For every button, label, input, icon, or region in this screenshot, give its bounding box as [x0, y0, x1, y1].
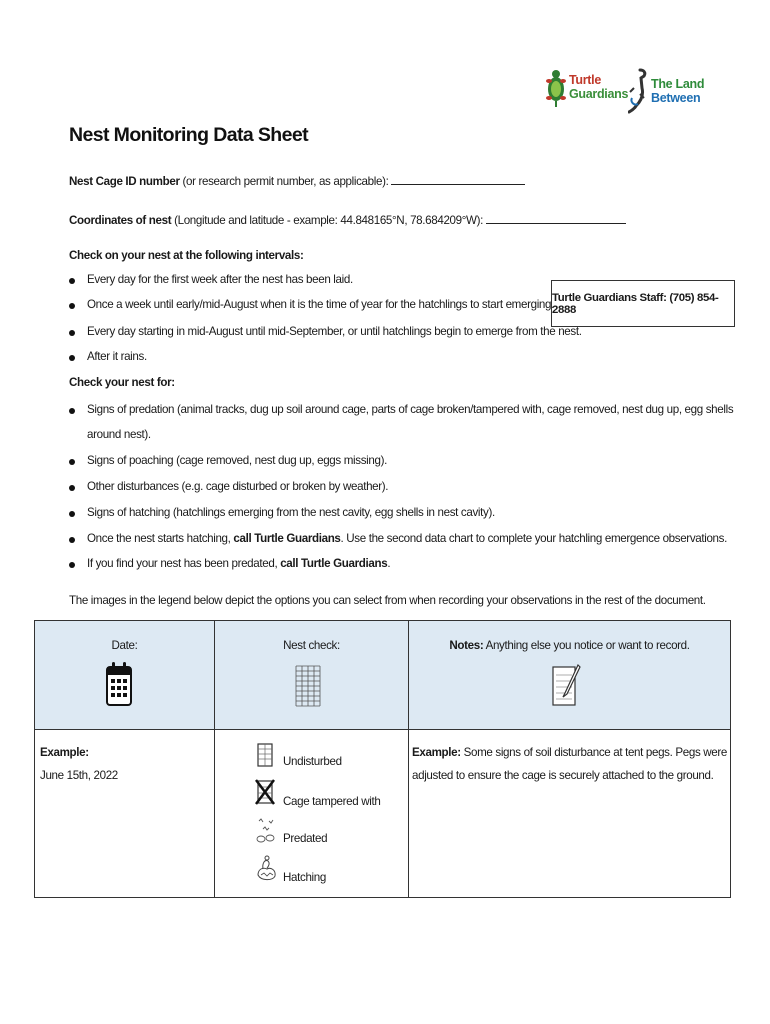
legend-table	[34, 620, 731, 898]
nest-cage-id-line	[69, 174, 525, 188]
turtle-guardians-logo	[546, 66, 628, 108]
document-page: Turtle Guardians The Land Between Nest Monitoring Data Sheet Nest Cage ID number (or research permit number, as applicable): Coordinates of nest (Longitude and latitude - example: 44.848165°N, 78.684209°W): Check on your nest at the following intervals: Every day for the first week after the nest has been laid. Once a week until early/mid-August when it is the time of year for the hatchlings to start emerging. Every day starting in mid-August until mid-September, or until hatchlings begin to emerge from the nest. After it rains. Turtle Guardians Staff: (705) 854-2888 Check your nest for: Signs of predation (animal tracks, dug up soil around cage, parts of cage broken/tampered with, cage removed, nest dug up, egg shells around nest). Signs of poaching (cage removed, nest dug up, eggs missing). Other disturbances (e.g. cage disturbed or broken by weather). Signs of hatching (hatchlings emerging from the nest cavity, egg shells in nest cavity). Once the nest starts hatching, call Turtle Guardians. Use the second data chart to complete your hatchling emergence observations. If you find your nest has been predated, call Turtle Guardians. The images in the legend below depict the options you can select from when recording your observations in the rest of the document. Date: Nest check: Notes: Anything else you notice or want to record. Example: June 15th, 2022 Undisturbed Cage tampered with Predated Hatching Example: Some signs of soil disturbance at tent pegs. Pegs were adjusted to ensure the cage is securely attached to the ground.	[0, 0, 770, 1024]
undisturbed-cage-icon	[257, 743, 273, 767]
notepad-icon	[551, 663, 581, 709]
predated-eggs-icon	[255, 817, 277, 845]
table-header-row	[35, 621, 730, 730]
header-notes: Notes: Anything else you notice or want to record.	[449, 639, 690, 652]
notes-example: Example: Some signs of soil disturbance at tent pegs. Pegs were adjusted to ensure the cage is securely attached to the ground.	[412, 746, 727, 782]
legend-undisturbed: Undisturbed	[283, 755, 342, 768]
nest-cage-id-label: Nest Cage ID number	[69, 175, 180, 188]
coordinates-detail: (Longitude and latitude - example: 44.848165°N, 78.684209°W):	[171, 214, 486, 227]
legend-hatching: Hatching	[283, 871, 326, 884]
check-for-heading: Check your nest for:	[69, 376, 175, 389]
list-item-continuation: around nest).	[87, 428, 151, 441]
land-between-line2: Between	[651, 91, 701, 105]
land-between-logo	[628, 68, 704, 114]
staff-phone-box: Turtle Guardians Staff: (705) 854-2888	[551, 280, 735, 327]
legend-cage-tampered: Cage tampered with	[283, 795, 381, 808]
example-label: Example:	[40, 746, 89, 759]
hatching-turtle-icon	[255, 855, 279, 883]
legend-predated: Predated	[283, 832, 328, 845]
dinosaur-logo-icon	[628, 68, 648, 114]
turtle-guardians-line1: Turtle	[569, 73, 601, 87]
coordinates-label: Coordinates of nest	[69, 214, 172, 227]
coordinates-line	[69, 213, 626, 227]
cage-grid-icon	[295, 665, 321, 707]
header-date: Date:	[111, 639, 138, 652]
header-nest-check: Nest check:	[283, 639, 340, 652]
calendar-icon	[105, 661, 133, 709]
turtle-guardians-line2: Guardians	[569, 87, 629, 101]
land-between-line1: The Land	[651, 77, 705, 91]
example-date: June 15th, 2022	[40, 769, 118, 782]
intervals-heading: Check on your nest at the following intervals:	[69, 249, 304, 262]
nest-cage-id-field[interactable]	[391, 174, 525, 185]
tampered-cage-icon	[255, 779, 275, 805]
legend-intro: The images in the legend below depict the options you can select from when recording your observations in the rest of the document.	[69, 594, 706, 607]
turtle-logo-icon	[546, 66, 566, 108]
page-title: Nest Monitoring Data Sheet	[69, 124, 309, 146]
nest-cage-id-detail: (or research permit number, as applicable):	[179, 175, 392, 188]
coordinates-field[interactable]	[486, 213, 626, 224]
